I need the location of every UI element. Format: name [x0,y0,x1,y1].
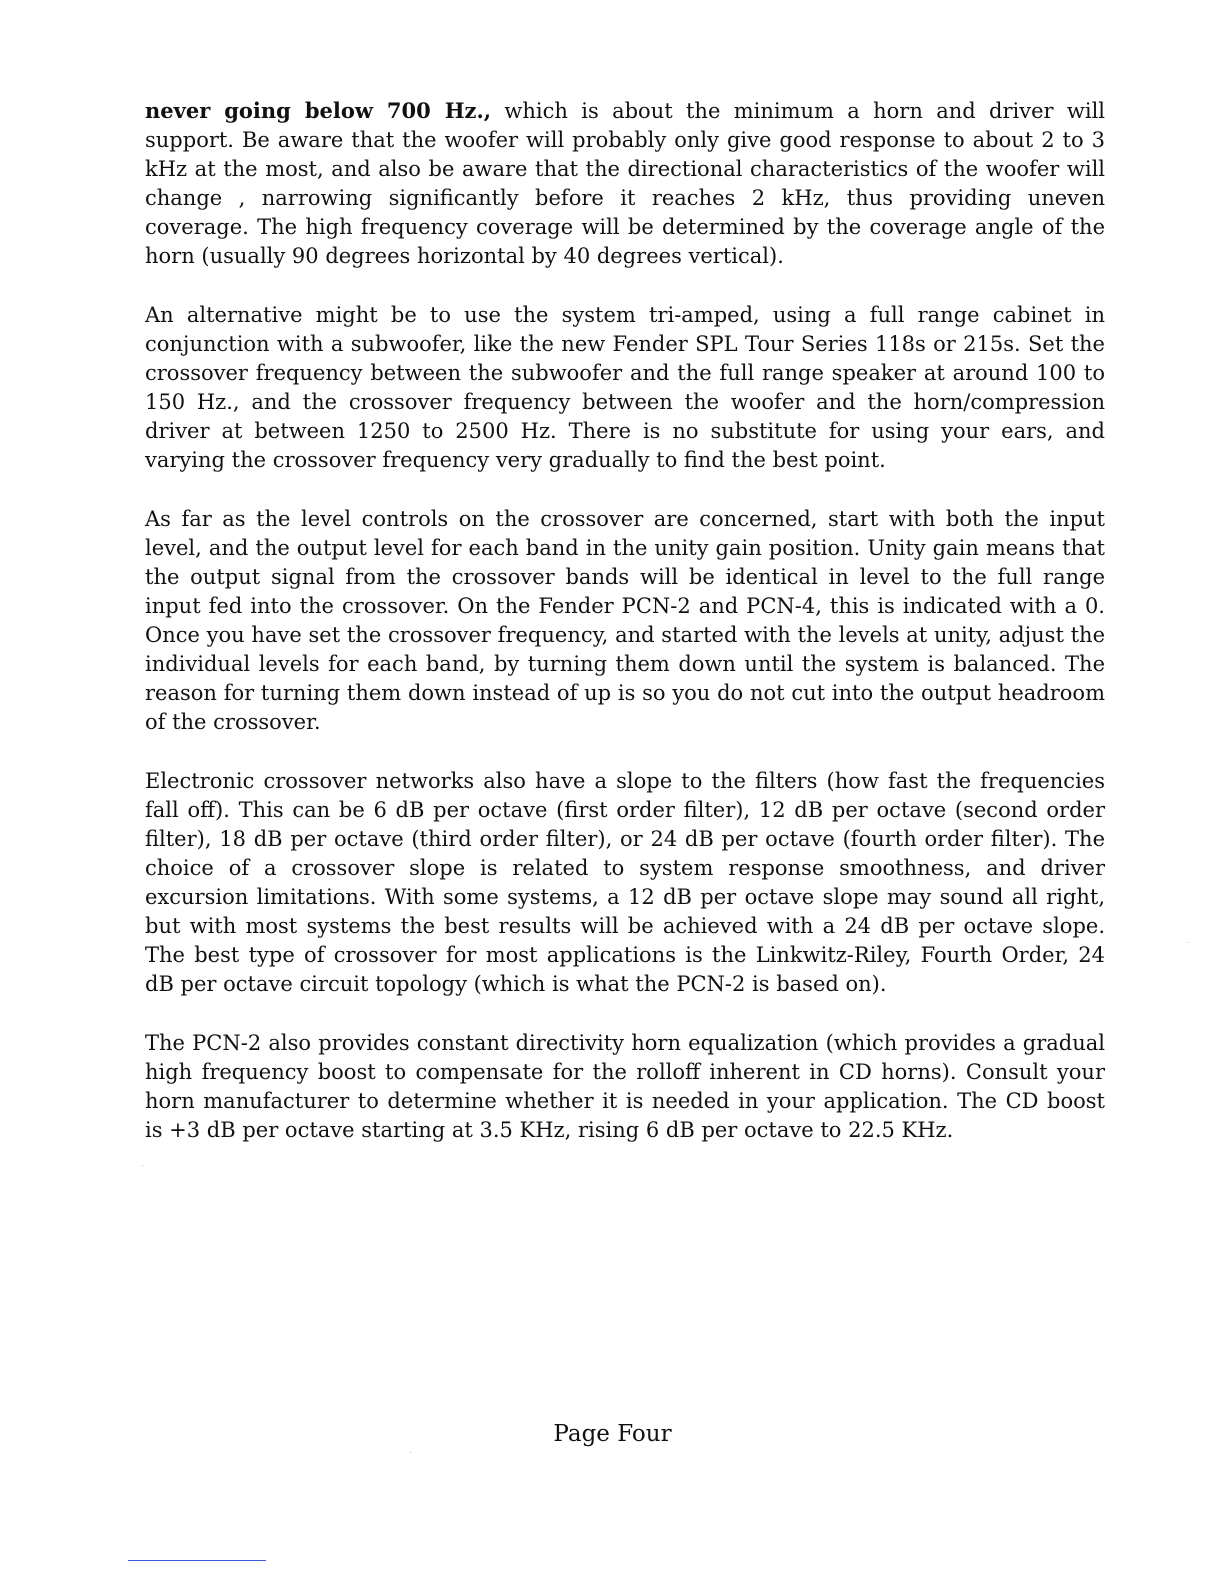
paragraph-tri-amped: An alternative might be to use the system tri-amped, using a full range cabinet in conjunction with a subwoofer, like the new Fender SPL Tour Series 118s or 215s. Set the crossover frequency between the subwoofer and the full range speaker at around 100 to 150 Hz., and the crossover frequency between the woofer and the horn/compression driver at between 1250 to 2500 Hz. There is no substitute for using your ears, and varying the crossover frequency very gradually to find the best point. [145,303,1105,472]
scan-speck [1188,942,1189,943]
paragraph-cd-horn-eq: The PCN-2 also provides constant directivity horn equalization (which provides a gradual high frequency boost to compensate for the rolloff inherent in CD horns). Consult your horn manufacturer to determine whether it is needed in your application. The CD boost is +3 dB per octave starting at 3.5 KHz, rising 6 dB per octave to 22.5 KHz. [145,1031,1105,1142]
scan-speck [410,1452,411,1453]
bold-lead-phrase: never going below 700 Hz., [145,98,492,123]
paragraph-level-controls: As far as the level controls on the crossover are concerned, start with both the input level, and the output level for each band in the unity gain position. Unity gain means that the output signal from the crossover bands will be identical in level to the full range input fed into the crossover. On the Fender PCN-2 and PCN-4, this is indicated with a 0. Once you have set the crossover frequency, and started with the levels at unity, adjust the individual levels for each band, by turning them down until the system is balanced. The reason for turning them down instead of up is so you do not cut into the output headroom of the crossover. [145,507,1105,734]
scan-speck [142,1165,143,1166]
paragraph-text: which is about the minimum a horn and driver will support. Be aware that the woofer will probably only give good response to about 2 to 3 kHz at the most, and also be aware that the directional characteristics of the woofer will change , narrowing significantly before it reaches 2 kHz, thus providing uneven coverage. The high frequency coverage will be determined by the coverage angle of the horn (usually 90 degrees horizontal by 40 degrees vertical). [145,99,1106,268]
page-number: Page Four [553,1421,672,1447]
page-body [145,96,1105,1175]
scan-edge-line [128,1560,266,1561]
paragraph-filter-slope: Electronic crossover networks also have a slope to the filters (how fast the frequencies fall off). This can be 6 dB per octave (first order filter), 12 dB per octave (second order filter), 18 dB per octave (third order filter), or 24 dB per octave (fourth order filter). The choice of a crossover slope is related to system response smoothness, and driver excursion limitations. With some systems, a 12 dB per octave slope may sound all right, but with most systems the best results will be achieved with a 24 dB per octave slope. The best type of crossover for most applications is the Linkwitz-Riley, Fourth Order, 24 dB per octave circuit topology (which is what the PCN-2 is based on). [145,769,1105,996]
paragraph-woofer-range [145,96,1105,271]
